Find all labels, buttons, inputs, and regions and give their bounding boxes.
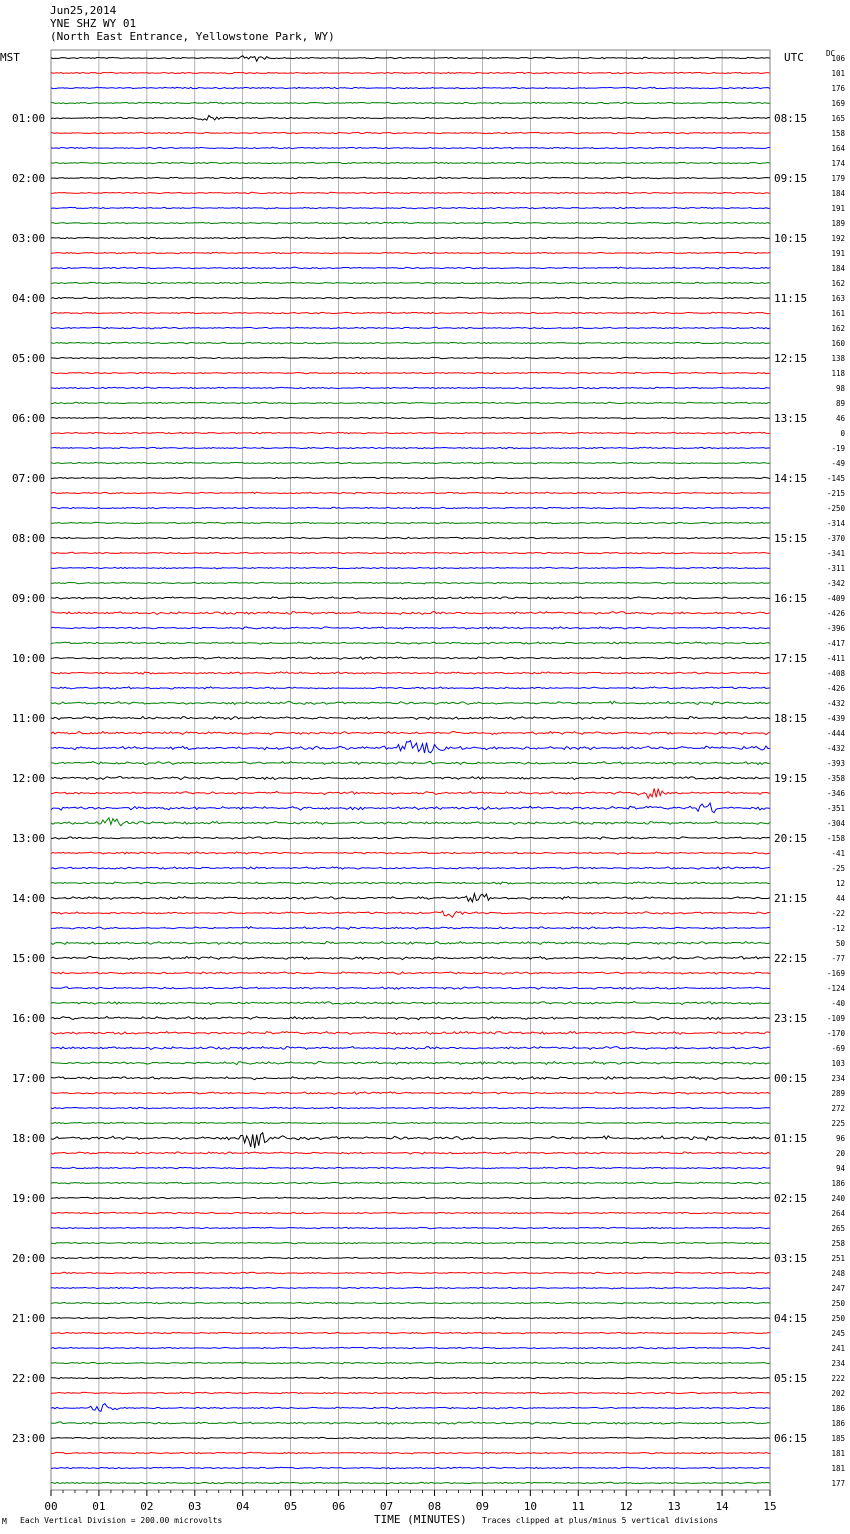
dc-offset-value: -40 bbox=[831, 999, 845, 1008]
left-hour-label: 01:00 bbox=[12, 112, 46, 125]
dc-offset-value: 174 bbox=[831, 159, 845, 168]
trace-81 bbox=[51, 1272, 770, 1274]
trace-42 bbox=[51, 687, 770, 689]
trace-24 bbox=[51, 417, 770, 419]
trace-3 bbox=[51, 102, 770, 104]
x-tick-label: 15 bbox=[763, 1500, 777, 1513]
trace-59 bbox=[51, 942, 770, 945]
trace-94 bbox=[51, 1467, 770, 1469]
trace-6 bbox=[51, 147, 770, 149]
right-hour-label: 12:15 bbox=[774, 352, 808, 365]
trace-74 bbox=[51, 1167, 770, 1169]
dc-offset-value: 176 bbox=[831, 84, 845, 93]
trace-65 bbox=[51, 1031, 770, 1034]
dc-offset-value: -426 bbox=[826, 609, 845, 618]
dc-offset-value: -444 bbox=[826, 729, 845, 738]
dc-offset-value: -393 bbox=[826, 759, 845, 768]
dc-offset-value: -314 bbox=[826, 519, 845, 528]
trace-12 bbox=[51, 237, 770, 239]
right-hour-label: 22:15 bbox=[774, 952, 808, 965]
trace-36 bbox=[51, 597, 770, 599]
right-hour-label: 06:15 bbox=[774, 1432, 808, 1445]
footer-clip-note: Traces clipped at plus/minus 5 vertical divisions bbox=[482, 1516, 719, 1525]
trace-32 bbox=[51, 537, 770, 539]
dc-offset-value: -12 bbox=[831, 924, 845, 933]
trace-33 bbox=[51, 552, 770, 554]
trace-95 bbox=[51, 1482, 770, 1484]
dc-offset-value: 225 bbox=[831, 1119, 845, 1128]
x-tick-label: 05 bbox=[284, 1500, 298, 1513]
dc-offset-value: -169 bbox=[826, 969, 845, 978]
dc-offset-value: 234 bbox=[831, 1074, 845, 1083]
trace-45 bbox=[51, 731, 770, 734]
right-hour-label: 02:15 bbox=[774, 1192, 808, 1205]
trace-34 bbox=[51, 567, 770, 569]
trace-79 bbox=[51, 1242, 770, 1244]
trace-51 bbox=[51, 818, 770, 826]
right-hour-label: 09:15 bbox=[774, 172, 808, 185]
dc-offset-value: 101 bbox=[831, 69, 845, 78]
trace-54 bbox=[51, 867, 770, 869]
dc-offset-value: -396 bbox=[826, 624, 845, 633]
dc-offset-value: 179 bbox=[831, 174, 845, 183]
trace-68 bbox=[51, 1077, 770, 1080]
right-hour-label: 00:15 bbox=[774, 1072, 808, 1085]
dc-offset-value: -304 bbox=[826, 819, 845, 828]
trace-66 bbox=[51, 1046, 770, 1049]
trace-0 bbox=[51, 56, 770, 61]
trace-11 bbox=[51, 222, 770, 224]
right-hour-label: 13:15 bbox=[774, 412, 808, 425]
trace-5 bbox=[51, 132, 770, 134]
x-tick-label: 07 bbox=[379, 1500, 394, 1513]
trace-35 bbox=[51, 582, 770, 584]
trace-72 bbox=[51, 1133, 770, 1149]
trace-17 bbox=[51, 312, 770, 314]
left-hour-label: 04:00 bbox=[12, 292, 46, 305]
trace-43 bbox=[51, 701, 770, 704]
footer-left-mark: M bbox=[2, 1517, 7, 1526]
dc-offset-value: 165 bbox=[831, 114, 845, 123]
left-hour-label: 03:00 bbox=[12, 232, 46, 245]
trace-56 bbox=[51, 894, 770, 902]
dc-offset-value: 96 bbox=[835, 1134, 845, 1143]
dc-offset-value: 118 bbox=[831, 369, 845, 378]
dc-offset-labels bbox=[827, 54, 846, 1488]
dc-offset-value: -19 bbox=[831, 444, 845, 453]
right-hour-label: 18:15 bbox=[774, 712, 808, 725]
trace-80 bbox=[51, 1257, 770, 1258]
left-hour-label: 11:00 bbox=[12, 712, 46, 725]
trace-84 bbox=[51, 1317, 770, 1319]
trace-27 bbox=[51, 462, 770, 463]
dc-offset-value: 50 bbox=[835, 939, 845, 948]
trace-40 bbox=[51, 657, 770, 659]
trace-28 bbox=[51, 477, 770, 479]
x-axis-ticks bbox=[44, 1490, 776, 1513]
x-tick-label: 04 bbox=[236, 1500, 250, 1513]
dc-offset-value: 186 bbox=[831, 1419, 845, 1428]
dc-offset-value: -170 bbox=[826, 1029, 845, 1038]
trace-21 bbox=[51, 372, 770, 374]
dc-offset-value: 44 bbox=[835, 894, 845, 903]
dc-offset-value: 251 bbox=[831, 1254, 845, 1263]
footer-division-note: Each Vertical Division = 200.00 microvolts bbox=[20, 1516, 223, 1525]
right-timezone-label: UTC bbox=[784, 51, 804, 64]
trace-63 bbox=[51, 1001, 770, 1004]
trace-31 bbox=[51, 522, 770, 524]
left-hour-label: 19:00 bbox=[12, 1192, 46, 1205]
trace-83 bbox=[51, 1302, 770, 1304]
trace-50 bbox=[51, 803, 770, 813]
dc-offset-value: 247 bbox=[831, 1284, 845, 1293]
left-hour-label: 21:00 bbox=[12, 1312, 46, 1325]
dc-offset-value: 184 bbox=[831, 189, 845, 198]
right-hour-label: 15:15 bbox=[774, 532, 808, 545]
dc-offset-value: -41 bbox=[831, 849, 845, 858]
trace-55 bbox=[51, 882, 770, 884]
dc-offset-value: 169 bbox=[831, 99, 845, 108]
dc-offset-value: 240 bbox=[831, 1194, 845, 1203]
dc-offset-value: 46 bbox=[835, 414, 845, 423]
trace-58 bbox=[51, 927, 770, 930]
right-hour-label: 20:15 bbox=[774, 832, 808, 845]
dc-offset-value: 177 bbox=[831, 1479, 845, 1488]
dc-offset-value: -158 bbox=[826, 834, 845, 843]
dc-offset-value: 186 bbox=[831, 1404, 845, 1413]
left-hour-label: 17:00 bbox=[12, 1072, 46, 1085]
dc-offset-value: -77 bbox=[831, 954, 845, 963]
trace-49 bbox=[51, 788, 770, 798]
dc-offset-value: -69 bbox=[831, 1044, 845, 1053]
left-hour-label: 16:00 bbox=[12, 1012, 46, 1025]
left-hour-label: 23:00 bbox=[12, 1432, 46, 1445]
dc-offset-value: 272 bbox=[831, 1104, 845, 1113]
station-label: YNE SHZ WY 01 bbox=[50, 17, 137, 30]
dc-offset-value: 289 bbox=[831, 1089, 845, 1098]
dc-offset-value: 248 bbox=[831, 1269, 845, 1278]
dc-offset-value: 103 bbox=[831, 1059, 845, 1068]
dc-offset-value: -124 bbox=[826, 984, 845, 993]
left-hour-label: 08:00 bbox=[12, 532, 46, 545]
trace-13 bbox=[51, 252, 770, 253]
trace-39 bbox=[51, 642, 770, 644]
left-hour-label: 07:00 bbox=[12, 472, 46, 485]
dc-offset-value: 98 bbox=[835, 384, 845, 393]
trace-73 bbox=[51, 1152, 770, 1154]
dc-offset-value: -426 bbox=[826, 684, 845, 693]
x-tick-label: 09 bbox=[475, 1500, 490, 1513]
x-tick-label: 14 bbox=[715, 1500, 729, 1513]
dc-offset-value: 89 bbox=[835, 399, 845, 408]
x-tick-label: 08 bbox=[427, 1500, 442, 1513]
trace-67 bbox=[51, 1061, 770, 1064]
plot-frame bbox=[51, 50, 770, 1490]
date-label: Jun25,2014 bbox=[50, 4, 117, 17]
dc-offset-value: 158 bbox=[831, 129, 845, 138]
trace-62 bbox=[51, 987, 770, 989]
trace-15 bbox=[51, 282, 770, 284]
dc-offset-value: -311 bbox=[826, 564, 845, 573]
x-tick-label: 01 bbox=[92, 1500, 106, 1513]
dc-offset-value: 250 bbox=[831, 1314, 845, 1323]
trace-90 bbox=[51, 1404, 770, 1412]
trace-88 bbox=[51, 1377, 770, 1379]
dc-offset-value: 192 bbox=[831, 234, 845, 243]
left-hour-label: 09:00 bbox=[12, 592, 46, 605]
dc-offset-value: -409 bbox=[826, 594, 845, 603]
trace-69 bbox=[51, 1092, 770, 1094]
dc-offset-value: 181 bbox=[831, 1449, 845, 1458]
left-hour-label: 12:00 bbox=[12, 772, 46, 785]
trace-4 bbox=[51, 115, 770, 120]
trace-20 bbox=[51, 357, 770, 359]
trace-89 bbox=[51, 1392, 770, 1394]
trace-78 bbox=[51, 1227, 770, 1229]
dc-offset-value: -439 bbox=[826, 714, 845, 723]
left-hour-label: 05:00 bbox=[12, 352, 46, 365]
trace-57 bbox=[51, 911, 770, 917]
trace-82 bbox=[51, 1287, 770, 1289]
trace-70 bbox=[51, 1107, 770, 1109]
trace-76 bbox=[51, 1197, 770, 1199]
trace-7 bbox=[51, 162, 770, 164]
left-hour-label: 10:00 bbox=[12, 652, 46, 665]
trace-38 bbox=[51, 627, 770, 629]
right-hour-label: 05:15 bbox=[774, 1372, 808, 1385]
trace-75 bbox=[51, 1182, 770, 1184]
trace-77 bbox=[51, 1212, 770, 1213]
trace-25 bbox=[51, 432, 770, 434]
right-hour-label: 17:15 bbox=[774, 652, 808, 665]
right-hour-label: 19:15 bbox=[774, 772, 808, 785]
dc-offset-value: -358 bbox=[826, 774, 845, 783]
left-hour-label: 13:00 bbox=[12, 832, 46, 845]
trace-86 bbox=[51, 1347, 770, 1349]
dc-offset-value: 0 bbox=[840, 429, 845, 438]
trace-46 bbox=[51, 741, 770, 753]
dc-offset-value: 258 bbox=[831, 1239, 845, 1248]
right-hour-label: 03:15 bbox=[774, 1252, 808, 1265]
trace-1 bbox=[51, 72, 770, 74]
dc-offset-value: -22 bbox=[831, 909, 845, 918]
left-hour-label: 06:00 bbox=[12, 412, 46, 425]
trace-18 bbox=[51, 327, 770, 329]
dc-offset-value: -145 bbox=[826, 474, 845, 483]
trace-91 bbox=[51, 1422, 770, 1424]
dc-offset-value: -250 bbox=[826, 504, 845, 513]
dc-offset-value: -341 bbox=[826, 549, 845, 558]
left-hour-label: 18:00 bbox=[12, 1132, 46, 1145]
dc-offset-value: -109 bbox=[826, 1014, 845, 1023]
dc-offset-value: -25 bbox=[831, 864, 845, 873]
dc-offset-value: 250 bbox=[831, 1299, 845, 1308]
dc-offset-value: 191 bbox=[831, 204, 845, 213]
trace-8 bbox=[51, 177, 770, 179]
trace-47 bbox=[51, 761, 770, 764]
left-timezone-label: MST bbox=[0, 51, 20, 64]
dc-offset-value: 222 bbox=[831, 1374, 845, 1383]
dc-offset-value: 186 bbox=[831, 1179, 845, 1188]
dc-offset-value: 234 bbox=[831, 1359, 845, 1368]
x-tick-label: 00 bbox=[44, 1500, 58, 1513]
trace-44 bbox=[51, 716, 770, 719]
left-hour-label: 22:00 bbox=[12, 1372, 46, 1385]
x-tick-label: 03 bbox=[188, 1500, 202, 1513]
dc-offset-value: 185 bbox=[831, 1434, 845, 1443]
trace-92 bbox=[51, 1437, 770, 1439]
seismic-traces bbox=[51, 56, 770, 1484]
trace-93 bbox=[51, 1452, 770, 1454]
dc-offset-value: 162 bbox=[831, 324, 845, 333]
x-tick-label: 13 bbox=[667, 1500, 681, 1513]
right-hour-label: 11:15 bbox=[774, 292, 808, 305]
trace-14 bbox=[51, 267, 770, 269]
dc-offset-value: -408 bbox=[826, 669, 845, 678]
trace-85 bbox=[51, 1332, 770, 1333]
dc-offset-value: 245 bbox=[831, 1329, 845, 1338]
dc-header-label: DC bbox=[826, 49, 836, 58]
trace-71 bbox=[51, 1122, 770, 1123]
dc-offset-value: 181 bbox=[831, 1464, 845, 1473]
dc-offset-value: -370 bbox=[826, 534, 845, 543]
trace-87 bbox=[51, 1362, 770, 1364]
right-hour-label: 10:15 bbox=[774, 232, 808, 245]
dc-offset-value: 189 bbox=[831, 219, 845, 228]
dc-offset-value: -432 bbox=[826, 744, 845, 753]
trace-19 bbox=[51, 342, 770, 343]
dc-offset-value: -411 bbox=[826, 654, 845, 663]
dc-offset-value: 161 bbox=[831, 309, 845, 318]
left-hour-label: 15:00 bbox=[12, 952, 46, 965]
trace-22 bbox=[51, 387, 770, 388]
dc-offset-value: -417 bbox=[826, 639, 845, 648]
dc-offset-value: 12 bbox=[835, 879, 845, 888]
right-hour-label: 23:15 bbox=[774, 1012, 808, 1025]
dc-offset-value: 162 bbox=[831, 279, 845, 288]
dc-offset-value: -351 bbox=[826, 804, 845, 813]
trace-10 bbox=[51, 207, 770, 209]
right-hour-label: 01:15 bbox=[774, 1132, 808, 1145]
trace-61 bbox=[51, 972, 770, 974]
x-tick-label: 02 bbox=[140, 1500, 154, 1513]
left-hour-label: 20:00 bbox=[12, 1252, 46, 1265]
x-tick-label: 12 bbox=[619, 1500, 633, 1513]
dc-offset-value: 184 bbox=[831, 264, 845, 273]
right-hour-label: 04:15 bbox=[774, 1312, 808, 1325]
trace-29 bbox=[51, 492, 770, 494]
right-hour-label: 14:15 bbox=[774, 472, 808, 485]
dc-offset-value: -346 bbox=[826, 789, 845, 798]
trace-2 bbox=[51, 87, 770, 89]
dc-offset-value: 20 bbox=[835, 1149, 845, 1158]
dc-offset-value: 264 bbox=[831, 1209, 845, 1218]
left-hour-label: 02:00 bbox=[12, 172, 46, 185]
trace-16 bbox=[51, 297, 770, 299]
dc-offset-value: 241 bbox=[831, 1344, 845, 1353]
dc-offset-value: -215 bbox=[826, 489, 845, 498]
right-hour-label: 21:15 bbox=[774, 892, 808, 905]
dc-offset-value: 138 bbox=[831, 354, 845, 363]
trace-64 bbox=[51, 1016, 770, 1019]
x-tick-label: 06 bbox=[331, 1500, 346, 1513]
trace-53 bbox=[51, 852, 770, 854]
dc-offset-value: -49 bbox=[831, 459, 845, 468]
trace-52 bbox=[51, 837, 770, 839]
x-tick-label: 11 bbox=[571, 1500, 585, 1513]
trace-9 bbox=[51, 192, 770, 194]
dc-offset-value: 163 bbox=[831, 294, 845, 303]
left-hour-label: 14:00 bbox=[12, 892, 46, 905]
trace-41 bbox=[51, 672, 770, 674]
trace-23 bbox=[51, 402, 770, 404]
location-label: (North East Entrance, Yellowstone Park, WY) bbox=[50, 30, 335, 43]
dc-offset-value: 106 bbox=[831, 54, 845, 63]
dc-offset-value: -342 bbox=[826, 579, 845, 588]
right-hour-label: 08:15 bbox=[774, 112, 808, 125]
trace-48 bbox=[51, 777, 770, 780]
dc-offset-value: 202 bbox=[831, 1389, 845, 1398]
dc-offset-value: 191 bbox=[831, 249, 845, 258]
trace-37 bbox=[51, 611, 770, 614]
dc-offset-value: 160 bbox=[831, 339, 845, 348]
dc-offset-value: 265 bbox=[831, 1224, 845, 1233]
trace-30 bbox=[51, 507, 770, 509]
dc-offset-value: 94 bbox=[835, 1164, 845, 1173]
minute-grid bbox=[99, 50, 722, 1490]
x-axis-title: TIME (MINUTES) bbox=[374, 1513, 467, 1526]
dc-offset-value: 164 bbox=[831, 144, 845, 153]
dc-offset-value: -432 bbox=[826, 699, 845, 708]
x-tick-label: 10 bbox=[523, 1500, 537, 1513]
right-hour-label: 16:15 bbox=[774, 592, 808, 605]
trace-26 bbox=[51, 447, 770, 449]
trace-60 bbox=[51, 956, 770, 959]
